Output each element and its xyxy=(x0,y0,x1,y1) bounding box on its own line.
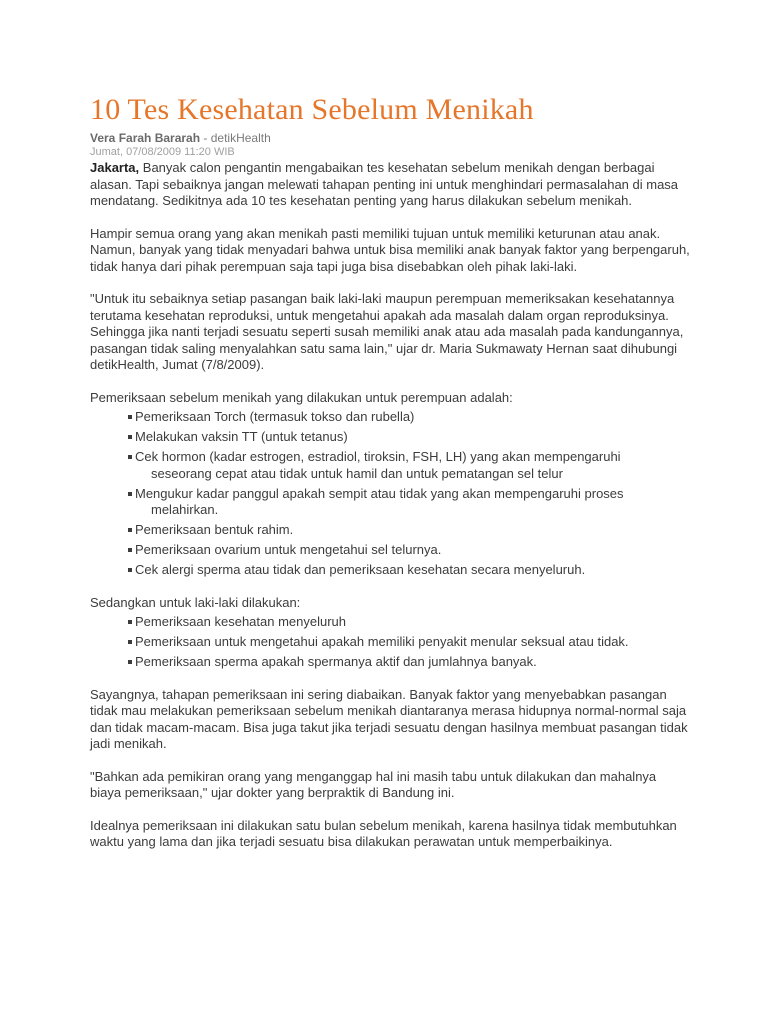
author-name: Vera Farah Bararah xyxy=(90,131,201,145)
lead-location: Jakarta, xyxy=(90,160,140,175)
article xyxy=(90,92,690,867)
list-item-text: Cek hormon (kadar estrogen, estradiol, tiroksin, FSH, LH) yang akan mempengaruhi xyxy=(135,449,621,464)
men-checklist xyxy=(90,614,690,671)
list-item-text: Pemeriksaan kesehatan menyeluruh xyxy=(135,614,347,629)
list-item-text: Pemeriksaan untuk mengetahui apakah memiliki penyakit menular seksual atau tidak. xyxy=(135,634,629,649)
bullet-icon xyxy=(128,568,132,572)
paragraph-2: Hampir semua orang yang akan menikah pasti memiliki tujuan untuk memiliki keturunan atau anak. Namun, banyak yang tidak menyadari bahwa untuk bisa memiliki anak banyak faktor yang berpengaruh, tidak hanya dari pihak perempuan saja tapi juga bisa disebabkan oleh pihak laki-laki. xyxy=(90,225,690,274)
byline-separator: - xyxy=(200,131,211,145)
paragraph-3: "Untuk itu sebaiknya setiap pasangan baik laki-laki maupun perempuan memeriksakan kesehatannya terutama kesehatan reproduksi, untuk mengetahui apakah ada masalah dalam organ reproduksinya. Sehingga jika nanti terjadi sesuatu seperti susah memiliki anak atau ada masalah pada kandungannya, pasangan tidak saling menyalahkan satu sama lain," ujar dr. Maria Sukmawaty Hernan saat dihubungi detikHealth, Jumat (7/8/2009). xyxy=(90,291,684,372)
list-item-text: Pemeriksaan bentuk rahim. xyxy=(135,522,294,537)
bullet-icon xyxy=(128,640,132,644)
list-item xyxy=(128,614,690,631)
bullet-icon xyxy=(128,415,132,419)
paragraph-4: Sayangnya, tahapan pemeriksaan ini sering diabaikan. Banyak faktor yang menyebabkan pasangan tidak mau melakukan pemeriksaan sebelum menikah diantaranya merasa hidupnya normal-normal saja dan tidak macam-macam. Bisa juga takut jika terjadi sesuatu dengan hasilnya membuat pasangan tidak jadi menikah. xyxy=(90,686,688,751)
source-name: detikHealth xyxy=(210,131,271,145)
article-title: 10 Tes Kesehatan Sebelum Menikah xyxy=(90,93,534,126)
byline xyxy=(90,131,690,146)
bullet-icon xyxy=(128,620,132,624)
paragraph-5: "Bahkan ada pemikiran orang yang menganggap hal ini masih tabu untuk dilakukan dan mahalnya biaya pemeriksaan," ujar dokter yang berpraktik di Bandung ini. xyxy=(90,768,657,800)
list-item-continuation: melahirkan. xyxy=(151,502,219,517)
bullet-icon xyxy=(128,528,132,532)
list-item xyxy=(128,449,690,482)
lead-text: Banyak calon pengantin mengabaikan tes kesehatan sebelum menikah dengan berbagai alasan. Tapi sebaiknya jangan melewati tahapan penting ini untuk menghindari permasalahan di masa mendatang. Sedikitnya ada 10 tes kesehatan penting yang harus dilakukan sebelum menikah. xyxy=(90,160,679,208)
list-item-text: Pemeriksaan Torch (termasuk tokso dan rubella) xyxy=(135,409,415,424)
list-item xyxy=(128,654,690,671)
list-item-text: Pemeriksaan sperma apakah spermanya aktif dan jumlahnya banyak. xyxy=(135,654,537,669)
list-item xyxy=(128,409,690,426)
men-list-intro: Sedangkan untuk laki-laki dilakukan: xyxy=(90,594,301,610)
bullet-icon xyxy=(128,660,132,664)
article-body xyxy=(90,160,690,851)
list-item-text: Pemeriksaan ovarium untuk mengetahui sel telurnya. xyxy=(135,542,442,557)
bullet-icon xyxy=(128,492,132,496)
publish-date: Jumat, 07/08/2009 11:20 WIB xyxy=(90,146,235,158)
bullet-icon xyxy=(128,548,132,552)
bullet-icon xyxy=(128,435,132,439)
list-item xyxy=(128,542,690,559)
list-item-text: Cek alergi sperma atau tidak dan pemeriksaan kesehatan secara menyeluruh. xyxy=(135,562,586,577)
list-item xyxy=(128,634,690,651)
list-item xyxy=(128,429,690,446)
lead-paragraph xyxy=(90,160,690,210)
list-item-continuation: seseorang cepat atau tidak untuk hamil dan untuk pematangan sel telur xyxy=(151,465,563,481)
bullet-icon xyxy=(128,455,132,459)
women-checklist xyxy=(90,409,690,579)
list-item xyxy=(128,486,690,519)
list-item-text: Mengukur kadar panggul apakah sempit atau tidak yang akan mempengaruhi proses xyxy=(135,485,624,501)
paragraph-6: Idealnya pemeriksaan ini dilakukan satu bulan sebelum menikah, karena hasilnya tidak membutuhkan waktu yang lama dan jika terjadi sesuatu bisa dilakukan perawatan untuk memperbaikinya. xyxy=(90,817,677,849)
women-list-intro: Pemeriksaan sebelum menikah yang dilakukan untuk perempuan adalah: xyxy=(90,389,513,405)
list-item xyxy=(128,562,690,579)
list-item xyxy=(128,522,690,539)
list-item-text: Melakukan vaksin TT (untuk tetanus) xyxy=(135,429,348,444)
